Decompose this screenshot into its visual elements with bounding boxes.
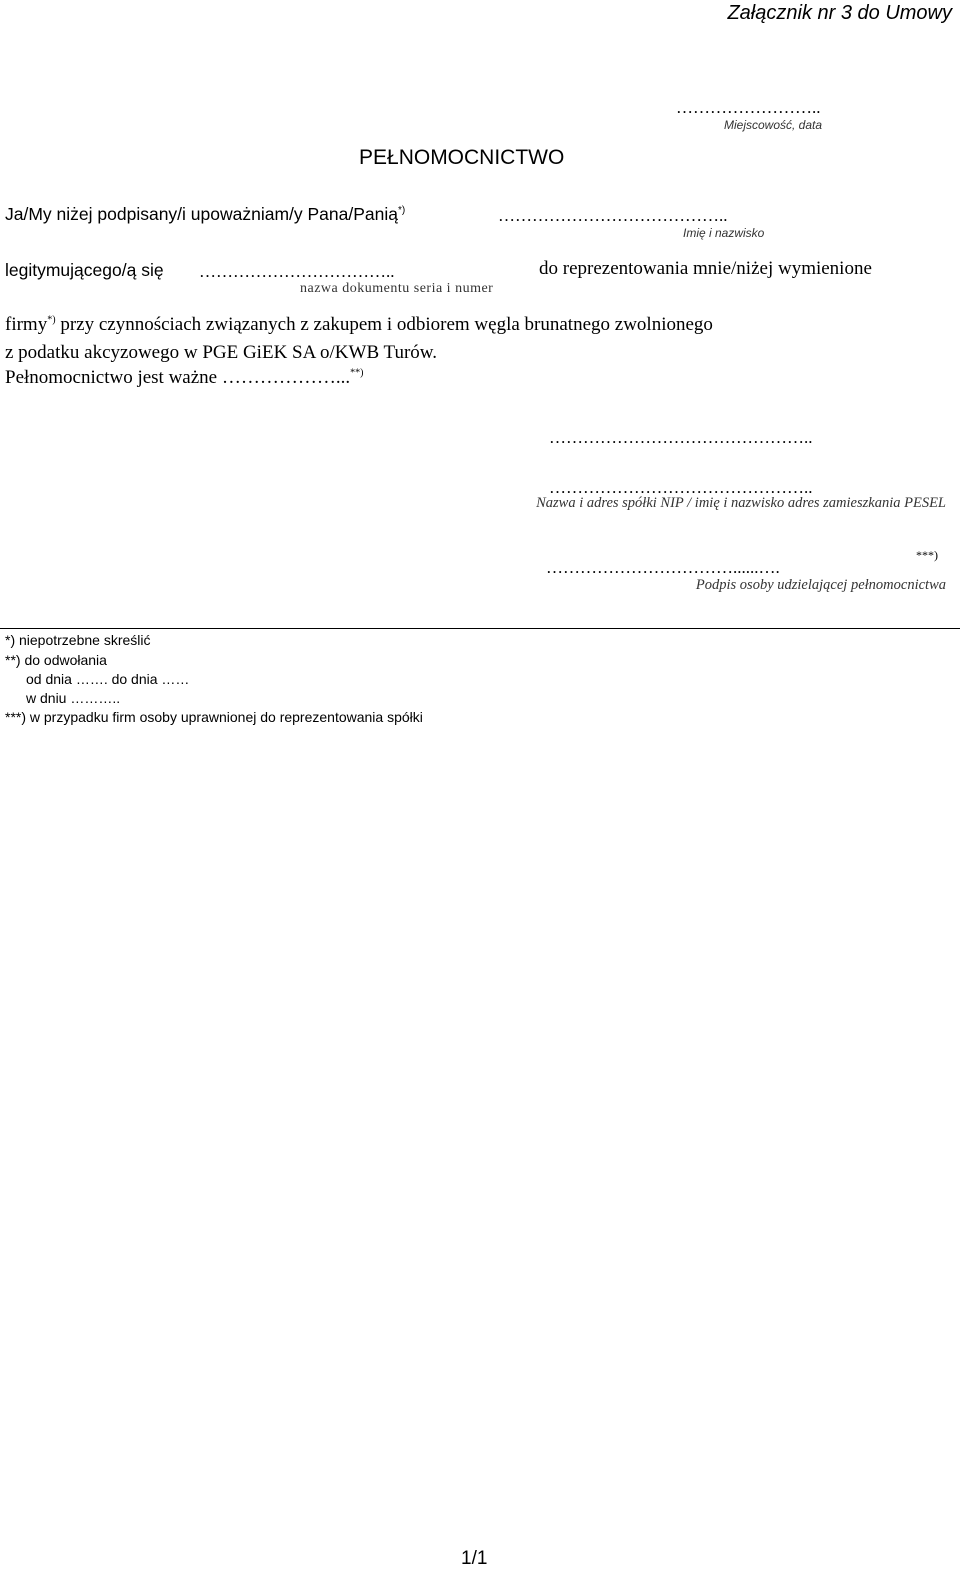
attorney-name-caption: Imię i nazwisko — [683, 226, 765, 240]
footnote-2: **) do odwołania — [5, 652, 107, 668]
attorney-name-dots: ………………………………….. — [498, 206, 728, 225]
firmy-word: firmy — [5, 314, 48, 335]
scope-line-1 — [5, 314, 713, 336]
representation-text: do reprezentowania mnie/niżej wymienione — [539, 258, 872, 279]
footnote-ref-1: *) — [398, 205, 406, 217]
footnote-ref-3: **) — [350, 367, 364, 379]
validity-text: Pełnomocnictwo jest ważne ………………... — [5, 367, 351, 388]
footnote-3: ***) w przypadku firm osoby uprawnionej do reprezentowania spółki — [5, 709, 423, 725]
footnote-ref-2: *) — [47, 314, 56, 326]
id-document-caption: nazwa dokumentu seria i numer — [300, 281, 494, 296]
page-number: 1/1 — [461, 1548, 488, 1569]
footnote-divider — [0, 628, 960, 629]
signature-caption: Podpis osoby udzielającej pełnomocnictwa — [695, 577, 946, 593]
signature-dots: ……………………………......…. — [546, 558, 780, 577]
company-dots-1: ……………………………………….. — [549, 428, 813, 447]
annex-title: Załącznik nr 3 do Umowy — [727, 2, 952, 24]
grantor-text: Ja/My niżej podpisany/i upoważniam/y Pana/Panią — [5, 204, 398, 224]
scope-line-2: z podatku akcyzowego w PGE GiEK SA o/KWB Turów. — [5, 342, 438, 363]
footnote-1: *) niepotrzebne skreślić — [5, 632, 151, 648]
footnote-2-on-day: w dniu ……….. — [26, 690, 121, 706]
place-date-dots: …………………….. — [676, 98, 821, 117]
scope-text-1: przy czynnościach związanych z zakupem i odbiorem węgla brunatnego zwolnionego — [60, 314, 713, 335]
document-title: PEŁNOMOCNICTWO — [359, 146, 565, 169]
validity-line — [5, 367, 363, 389]
footnote-2-from-to: od dnia ……. do dnia …… — [26, 671, 190, 687]
company-caption: Nazwa i adres spółki NIP / imię i nazwisko adres zamieszkania PESEL — [536, 495, 946, 511]
id-document-dots: …………………………….. — [199, 262, 395, 281]
grantor-line — [5, 204, 405, 225]
id-document-text: legitymującego/ą się — [5, 260, 164, 280]
company-dots-2: ……………………………………….. — [549, 478, 813, 497]
place-date-label: Miejscowość, data — [724, 118, 823, 132]
footnote-ref-4: ***) — [916, 548, 938, 562]
